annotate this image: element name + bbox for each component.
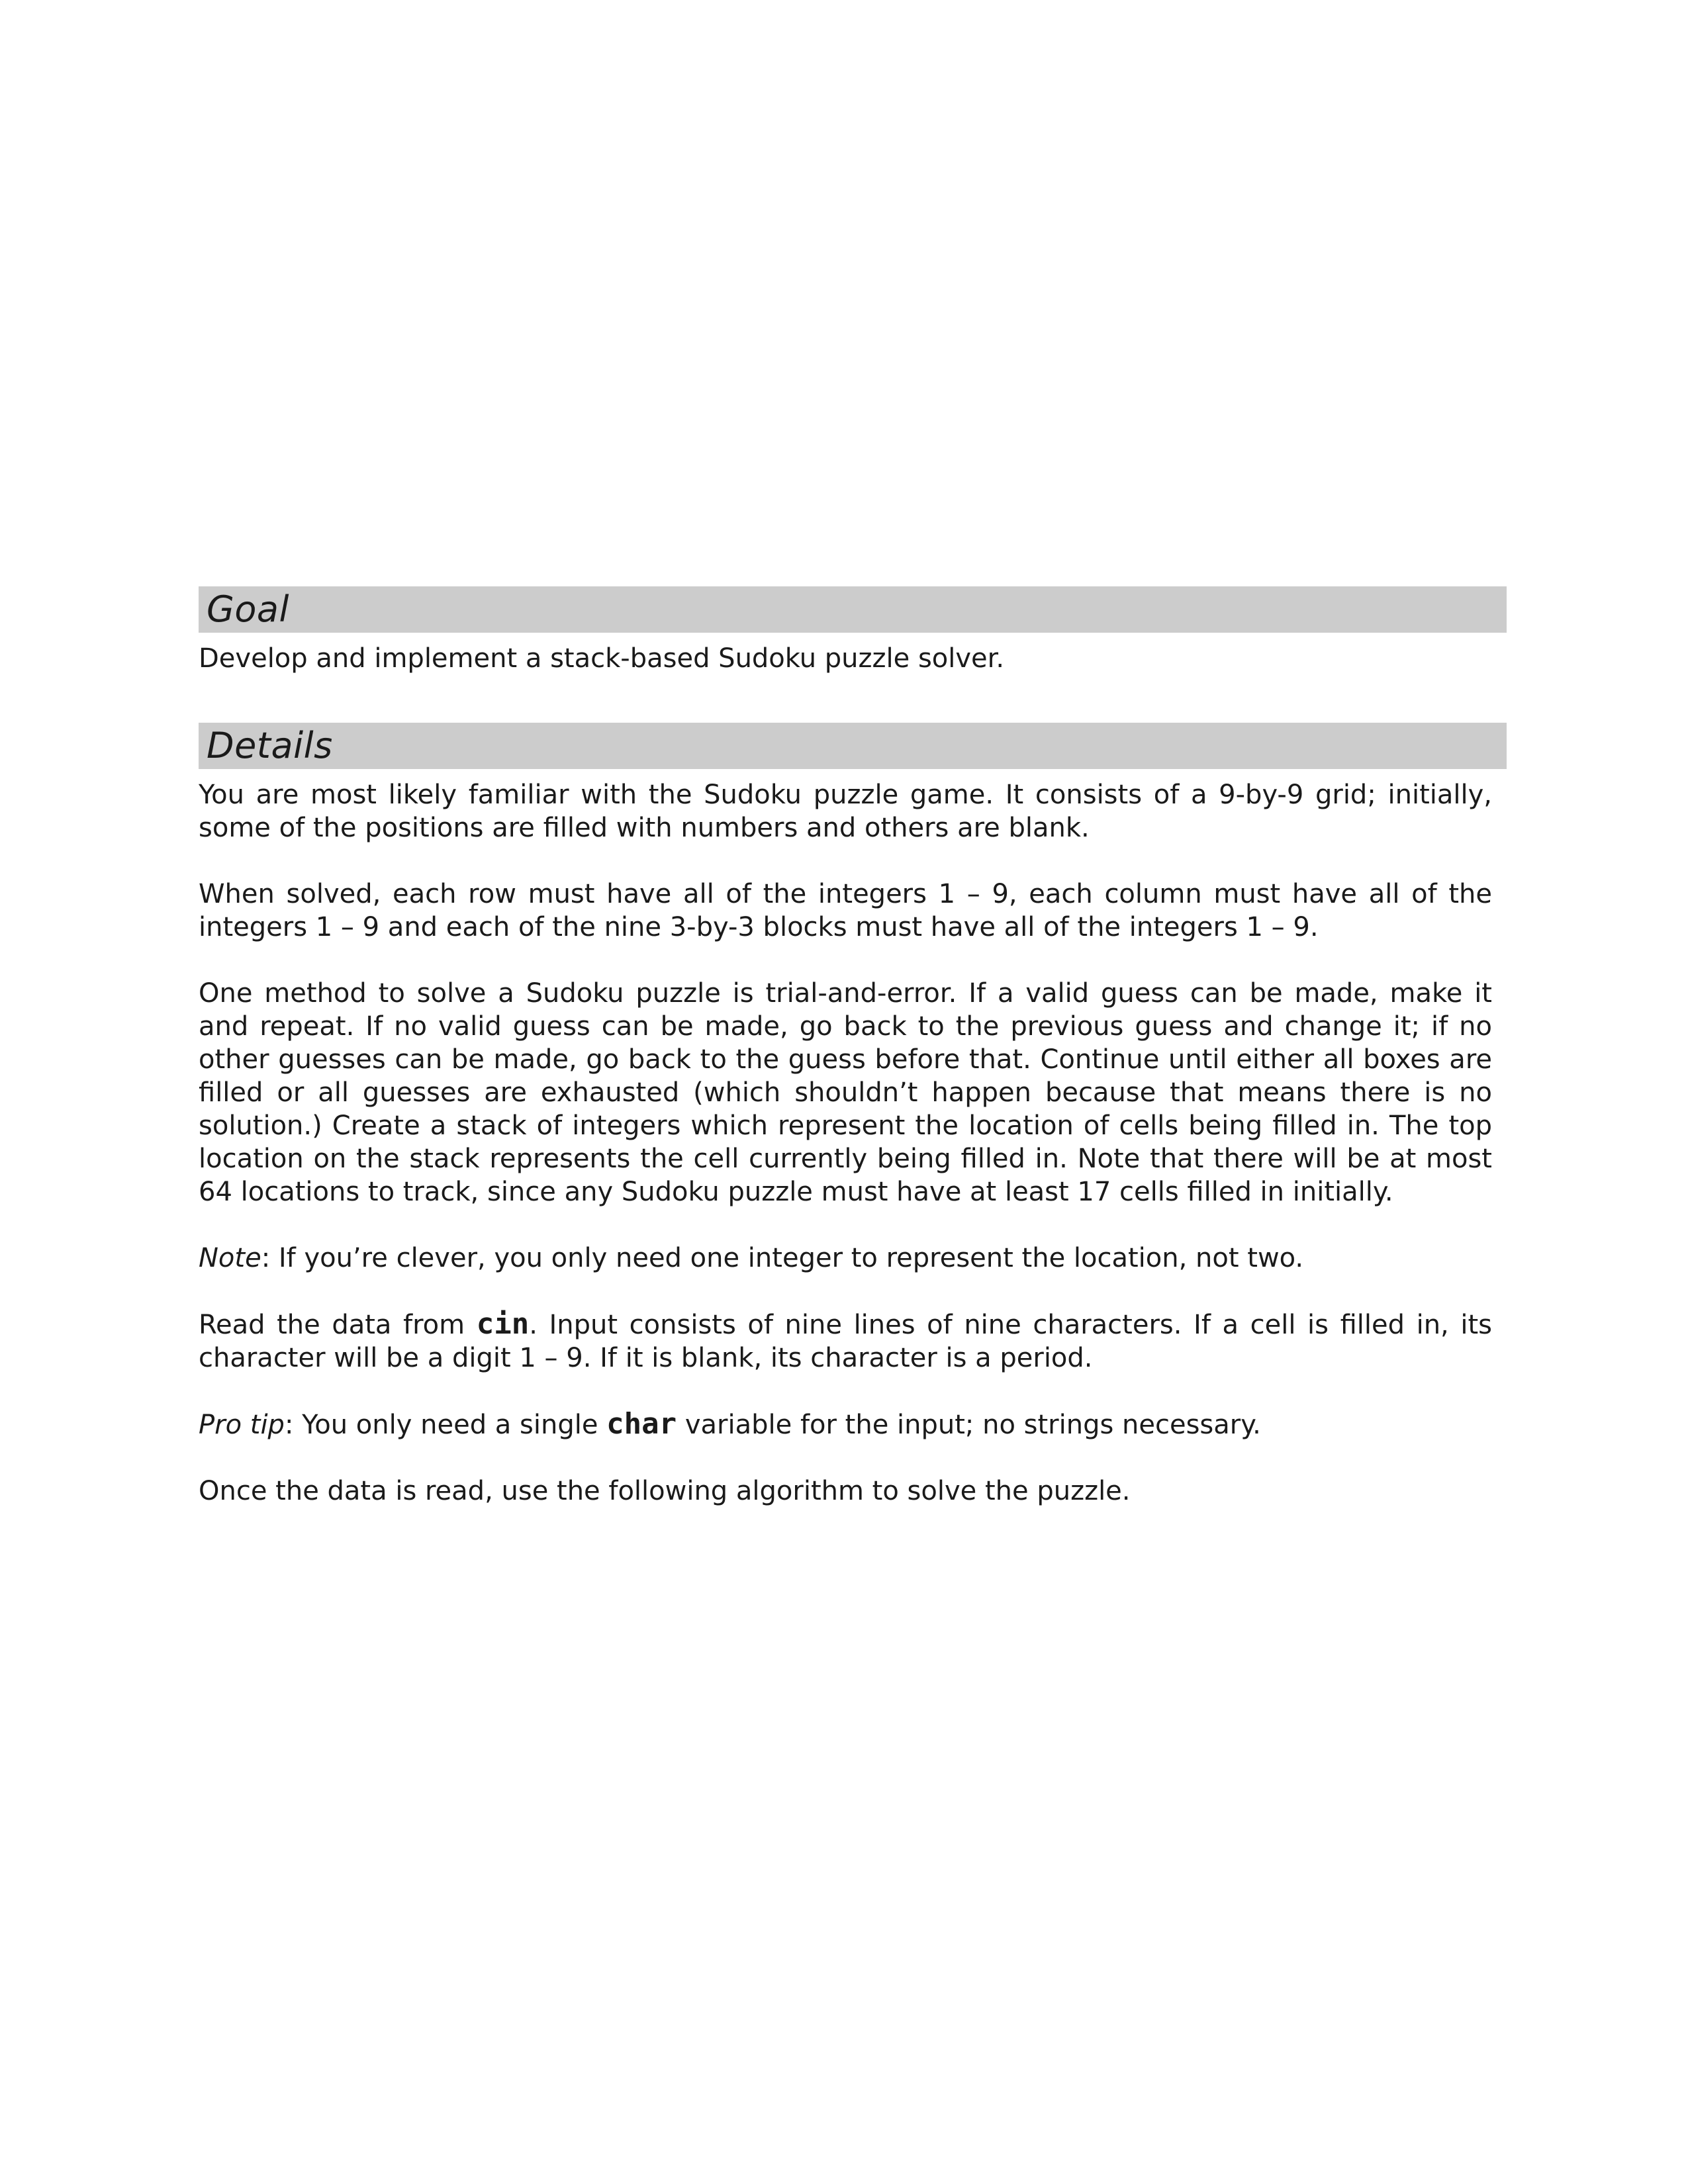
input-text-after: . Input consists of nine lines of nine characters. If a cell is filled in, its character will be a digit 1 – 9. If it is blank, its character is a period. (199, 1310, 1493, 1373)
details-input-paragraph (199, 1308, 1492, 1375)
details-protip-paragraph (199, 1408, 1492, 1441)
note-label: Note (199, 1243, 261, 1273)
details-heading: Details (199, 723, 1507, 769)
input-text-before: Read the data from (199, 1310, 477, 1340)
details-paragraph-algorithm: Once the data is read, use the following algorithm to solve the puzzle. (199, 1476, 1131, 1506)
note-text: : If you’re clever, you only need one integer to represent the location, not two. (261, 1243, 1304, 1273)
char-code: char (606, 1407, 677, 1441)
details-paragraph-method: One method to solve a Sudoku puzzle is trial-and-error. If a valid guess can be made, make it and repeat. If no valid guess can be made, go back to the previous guess and change it; if no other guesses can be made, go back to the guess before that. Continue until either all boxes are filled or all guesses are exhausted (which shouldn’t happen because that means there is no solution.) Create a stack of integers which represent the location of cells being filled in. The top location on the stack represents the cell currently being filled in. Note that there will be at most 64 locations to track, since any Sudoku puzzle must have at least 17 cells filled in initially. (199, 978, 1492, 1207)
protip-text-after: variable for the input; no strings necessary. (677, 1410, 1261, 1440)
cin-code: cin (476, 1307, 530, 1341)
document-page (199, 586, 1507, 1508)
details-paragraph-rules: When solved, each row must have all of the integers 1 – 9, each column must have all of the integers 1 – 9 and each of the nine 3-by-3 blocks must have all of the integers 1 – 9. (199, 879, 1492, 942)
protip-text-before: : You only need a single (284, 1410, 607, 1440)
details-note-paragraph (199, 1242, 1492, 1275)
goal-heading: Goal (199, 586, 1507, 633)
protip-label: Pro tip (199, 1410, 285, 1440)
details-paragraph-intro: You are most likely familiar with the Sudoku puzzle game. It consists of a 9-by-9 grid; initially, some of the positions are filled with numbers and others are blank. (199, 780, 1492, 843)
goal-paragraph: Develop and implement a stack-based Sudoku puzzle solver. (199, 643, 1005, 674)
